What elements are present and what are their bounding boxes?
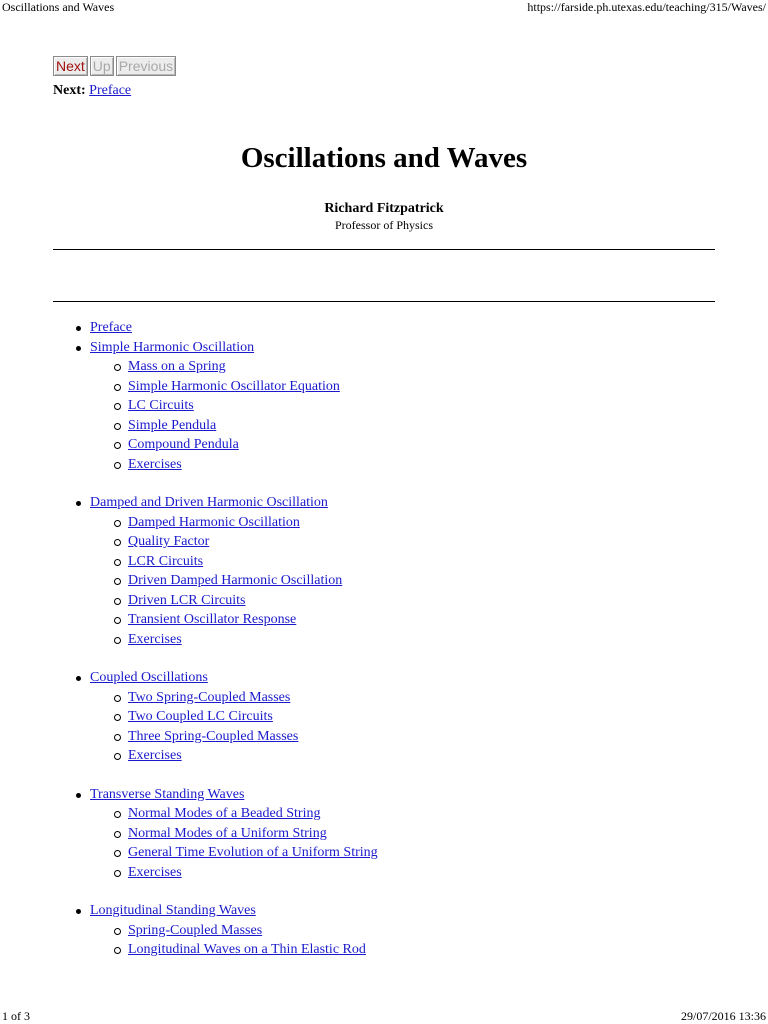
toc-subsection-link[interactable]: Normal Modes of a Uniform String bbox=[128, 825, 327, 841]
toc-subsection-link[interactable]: Exercises bbox=[128, 864, 182, 880]
browser-page-url: https://farside.ph.utexas.edu/teaching/315/Waves/ bbox=[527, 0, 766, 14]
circle-bullet-icon bbox=[114, 714, 121, 721]
toc-subsection-link[interactable]: Driven LCR Circuits bbox=[128, 592, 246, 608]
toc-subsection-link[interactable]: General Time Evolution of a Uniform String bbox=[128, 845, 378, 860]
up-button: Up bbox=[90, 56, 114, 76]
circle-bullet-icon bbox=[114, 578, 121, 585]
circle-bullet-icon bbox=[114, 870, 121, 877]
circle-bullet-icon bbox=[114, 442, 121, 449]
toc-subsection-link[interactable]: LC Circuits bbox=[128, 398, 194, 413]
toc-subsection-link[interactable]: Driven Damped Harmonic Oscillation bbox=[128, 573, 343, 588]
next-button[interactable]: Next bbox=[53, 56, 88, 76]
circle-bullet-icon bbox=[114, 811, 121, 818]
toc-section-link[interactable]: Coupled Oscillations bbox=[90, 670, 208, 685]
toc-subsection-link[interactable]: Two Coupled LC Circuits bbox=[128, 709, 273, 724]
page-title: Oscillations and Waves bbox=[240, 142, 528, 174]
circle-bullet-icon bbox=[114, 695, 121, 702]
toc-subsection-link[interactable]: Exercises bbox=[128, 631, 182, 647]
toc-section-link[interactable]: Transverse Standing Waves bbox=[90, 786, 245, 802]
toc-subsection-link[interactable]: Mass on a Spring bbox=[128, 359, 226, 374]
bullet-icon bbox=[76, 909, 81, 914]
page-number: 1 of 3 bbox=[2, 1009, 30, 1023]
print-timestamp: 29/07/2016 13:36 bbox=[680, 1009, 766, 1023]
toc-subsection-link[interactable]: Exercises bbox=[128, 456, 182, 472]
circle-bullet-icon bbox=[114, 617, 121, 624]
toc-subsection-link[interactable]: Quality Factor bbox=[128, 534, 210, 549]
next-label: Next: bbox=[53, 83, 86, 98]
circle-bullet-icon bbox=[114, 947, 121, 954]
author-name: Richard Fitzpatrick bbox=[324, 201, 444, 216]
toc-subsection-link[interactable]: Simple Pendula bbox=[128, 417, 217, 433]
toc-section-link[interactable]: Preface bbox=[90, 320, 132, 335]
circle-bullet-icon bbox=[114, 637, 121, 644]
bullet-icon bbox=[76, 676, 81, 681]
toc-subsection-link[interactable]: Damped Harmonic Oscillation bbox=[128, 514, 300, 530]
circle-bullet-icon bbox=[114, 403, 121, 410]
toc-subsection-link[interactable]: Compound Pendula bbox=[128, 437, 239, 452]
toc-subsection-link[interactable]: Longitudinal Waves on a Thin Elastic Rod bbox=[128, 942, 366, 957]
circle-bullet-icon bbox=[114, 462, 121, 469]
circle-bullet-icon bbox=[114, 559, 121, 566]
next-link[interactable]: Preface bbox=[89, 83, 132, 98]
circle-bullet-icon bbox=[114, 753, 121, 760]
toc-subsection-link[interactable]: Transient Oscillator Response bbox=[128, 612, 297, 627]
circle-bullet-icon bbox=[114, 734, 121, 741]
circle-bullet-icon bbox=[114, 364, 121, 371]
toc-section-link[interactable]: Simple Harmonic Oscillation bbox=[90, 339, 255, 355]
circle-bullet-icon bbox=[114, 539, 121, 546]
toc-subsection-link[interactable]: Three Spring-Coupled Masses bbox=[128, 728, 299, 744]
author-affiliation: Professor of Physics bbox=[335, 218, 433, 232]
toc-subsection-link[interactable]: Exercises bbox=[128, 748, 182, 763]
bullet-icon bbox=[76, 793, 81, 798]
bullet-icon bbox=[76, 326, 81, 331]
toc-section-link[interactable]: Damped and Driven Harmonic Oscillation bbox=[90, 495, 328, 510]
browser-page-title: Oscillations and Waves bbox=[2, 0, 115, 14]
bullet-icon bbox=[76, 346, 81, 351]
circle-bullet-icon bbox=[114, 598, 121, 605]
toc-subsection-link[interactable]: Simple Harmonic Oscillator Equation bbox=[128, 378, 340, 394]
toc-subsection-link[interactable]: Spring-Coupled Masses bbox=[128, 922, 263, 938]
circle-bullet-icon bbox=[114, 520, 121, 527]
toc-section-link[interactable]: Longitudinal Standing Waves bbox=[90, 903, 256, 918]
previous-button: Previous bbox=[116, 56, 176, 76]
bullet-icon bbox=[76, 501, 81, 506]
circle-bullet-icon bbox=[114, 423, 121, 430]
toc-subsection-link[interactable]: LCR Circuits bbox=[128, 553, 204, 569]
circle-bullet-icon bbox=[114, 850, 121, 857]
circle-bullet-icon bbox=[114, 831, 121, 838]
circle-bullet-icon bbox=[114, 384, 121, 391]
circle-bullet-icon bbox=[114, 928, 121, 935]
toc-subsection-link[interactable]: Normal Modes of a Beaded String bbox=[128, 806, 321, 821]
toc-subsection-link[interactable]: Two Spring-Coupled Masses bbox=[128, 689, 291, 705]
